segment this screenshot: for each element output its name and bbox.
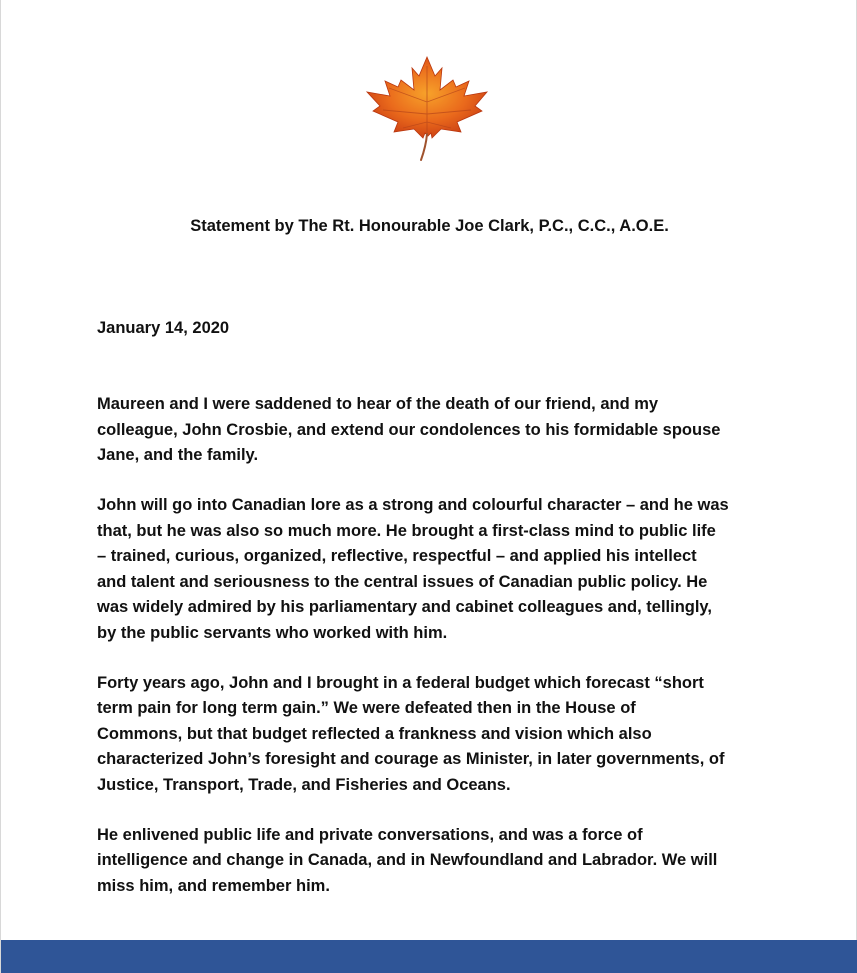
paragraph: John will go into Canadian lore as a strong and colourful character – and he was that, but he was also so much more. He brought a first-class mind to public life – trained, curious, organized, reflective, respectful – and applied his intellect and talent and seriousness to the central issues of Canadian public policy. He was widely admired by his parliamentary and cabinet colleagues and, tellingly, by the public servants who worked with him. — [97, 496, 729, 642]
maple-leaf-stem — [421, 134, 427, 160]
statement-date: January 14, 2020 — [97, 319, 230, 337]
statement-title: Statement by The Rt. Honourable Joe Clark, P.C., C.C., A.O.E. — [190, 217, 669, 235]
paragraph: He enlivened public life and private conversations, and was a force of intelligence and change in Canada, and in Newfoundland and Labrador. We will miss him, and remember him. — [97, 825, 718, 895]
paragraph: Maureen and I were saddened to hear of the death of our friend, and my colleague, John Crosbie, and extend our condolences to his formidable spouse Jane, and the family. — [97, 395, 721, 464]
paragraph: Forty years ago, John and I brought in a federal budget which forecast “short term pain for long term gain.” We were defeated then in the House of Commons, but that budget reflected a frankness and vision which also characterized John’s foresight and courage as Minister, in later governments, of Justice, Transport, Trade, and Fisheries and Oceans. — [97, 673, 725, 794]
maple-leaf-icon — [361, 54, 493, 164]
statement-body — [97, 392, 765, 924]
footer-bar — [1, 940, 857, 973]
